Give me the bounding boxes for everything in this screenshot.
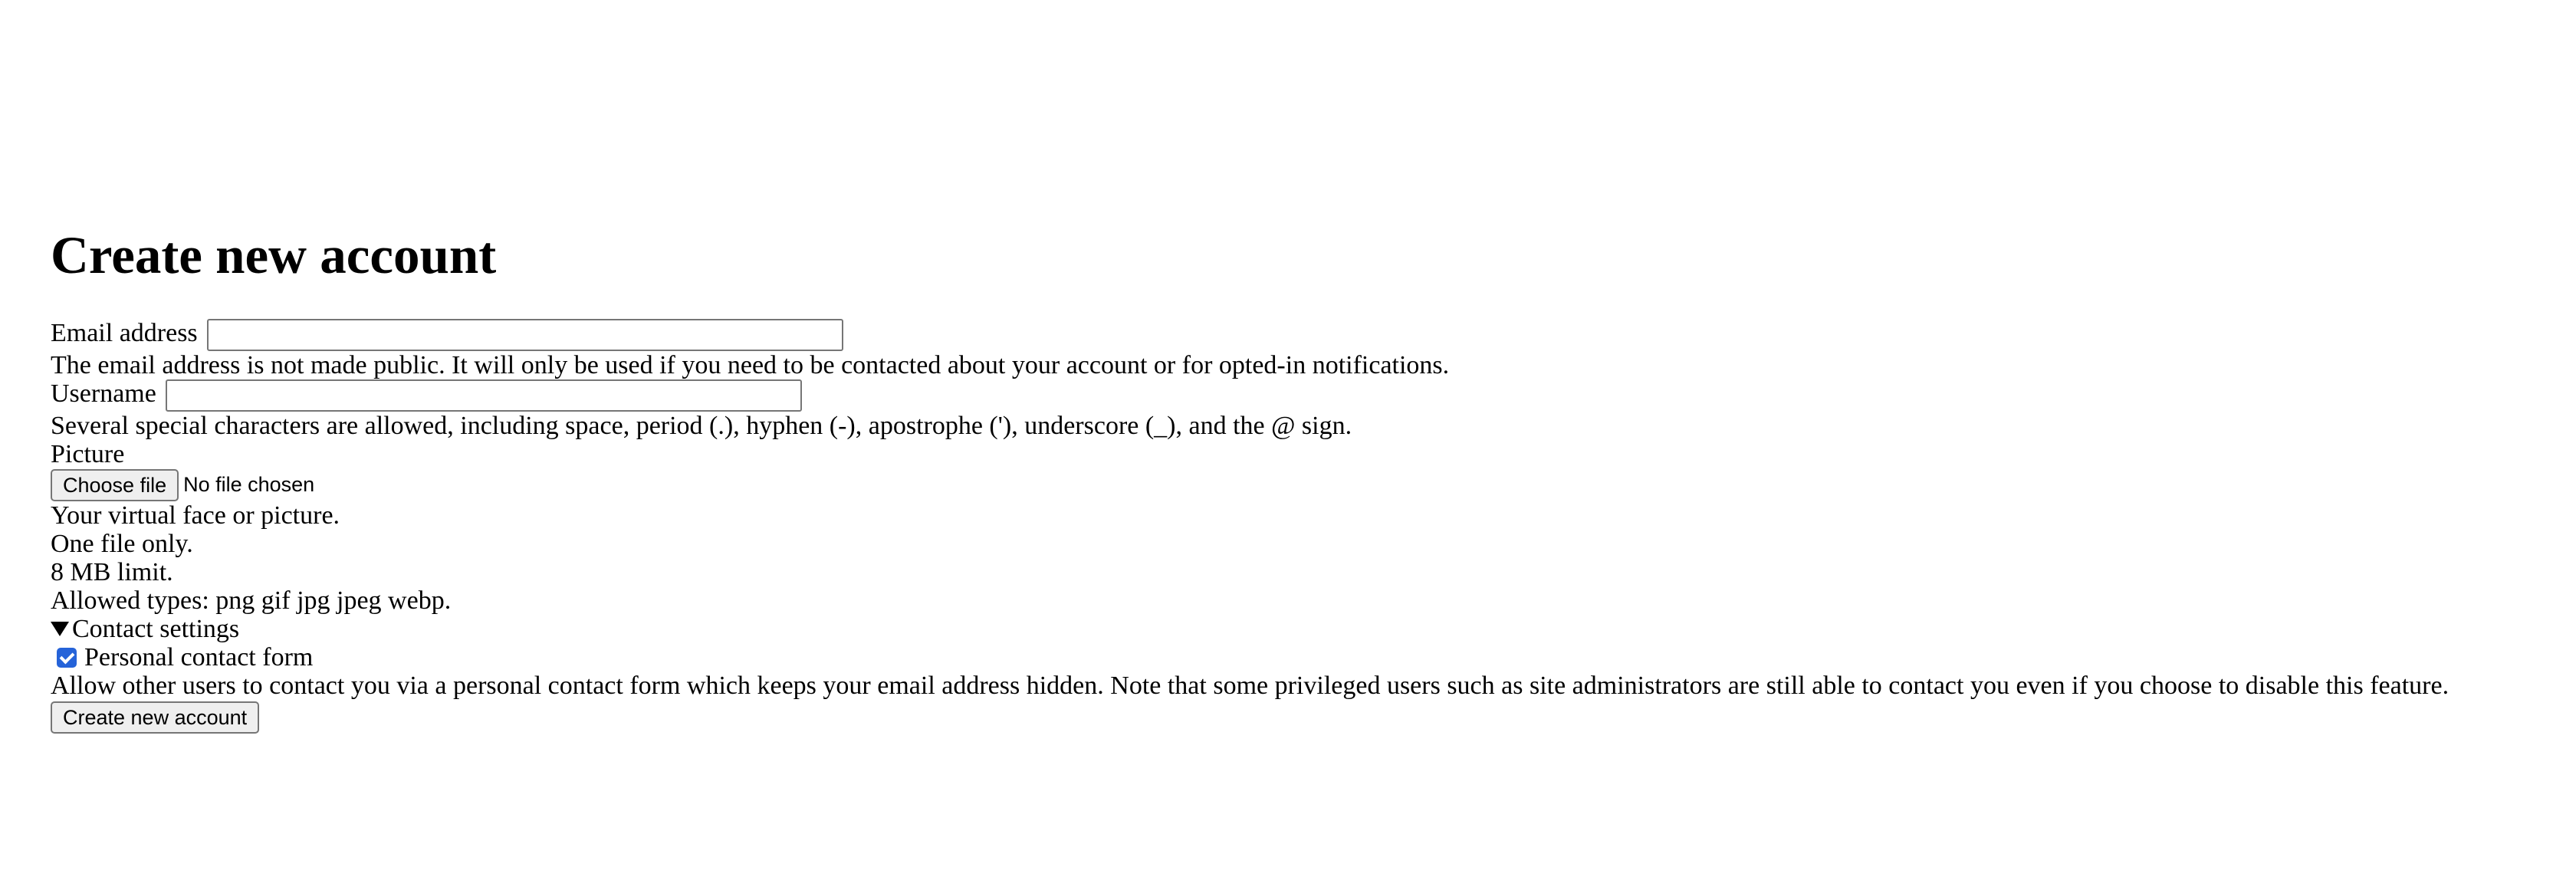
username-description: Several special characters are allowed, including space, period (.), hyphen (-), apostrophe ('), underscore (_), and the @ sign. bbox=[51, 412, 1352, 441]
picture-help-3: 8 MB limit. bbox=[51, 557, 173, 586]
contact-settings-label: Contact settings bbox=[72, 614, 240, 643]
username-field-row bbox=[51, 379, 2504, 412]
email-label: Email address bbox=[51, 319, 198, 347]
register-form bbox=[51, 319, 2504, 734]
username-input[interactable] bbox=[166, 379, 802, 412]
picture-help-2: One file only. bbox=[51, 529, 193, 558]
picture-help-4: Allowed types: png gif jpg jpeg webp. bbox=[51, 586, 452, 615]
picture-label: Picture bbox=[51, 440, 125, 469]
personal-contact-checkbox[interactable] bbox=[57, 648, 77, 668]
personal-contact-description: Allow other users to contact you via a personal contact form which keeps your email address hidden. Note that some privileged users such as site administrators are still able to contact you even if you choose to disable this feature. bbox=[51, 671, 2450, 700]
registration-page bbox=[51, 221, 2504, 734]
email-field-row bbox=[51, 319, 2504, 351]
file-status-text: No file chosen bbox=[183, 473, 315, 497]
form-actions bbox=[51, 701, 2504, 734]
create-account-button[interactable]: Create new account bbox=[51, 701, 259, 734]
picture-upload-row bbox=[51, 468, 2504, 501]
contact-settings-summary[interactable] bbox=[51, 615, 2504, 643]
picture-help-1: Your virtual face or picture. bbox=[51, 501, 340, 530]
email-description: The email address is not made public. It will only be used if you need to be contacted about your account or for opted-in notifications. bbox=[51, 351, 1450, 380]
personal-contact-label[interactable]: Personal contact form bbox=[84, 642, 314, 671]
page-title: Create new account bbox=[51, 226, 497, 284]
personal-contact-row bbox=[51, 643, 2504, 671]
username-label: Username bbox=[51, 379, 156, 409]
email-input[interactable] bbox=[207, 319, 843, 351]
disclosure-triangle-icon bbox=[51, 622, 69, 636]
choose-file-button[interactable]: Choose file bbox=[51, 469, 179, 501]
